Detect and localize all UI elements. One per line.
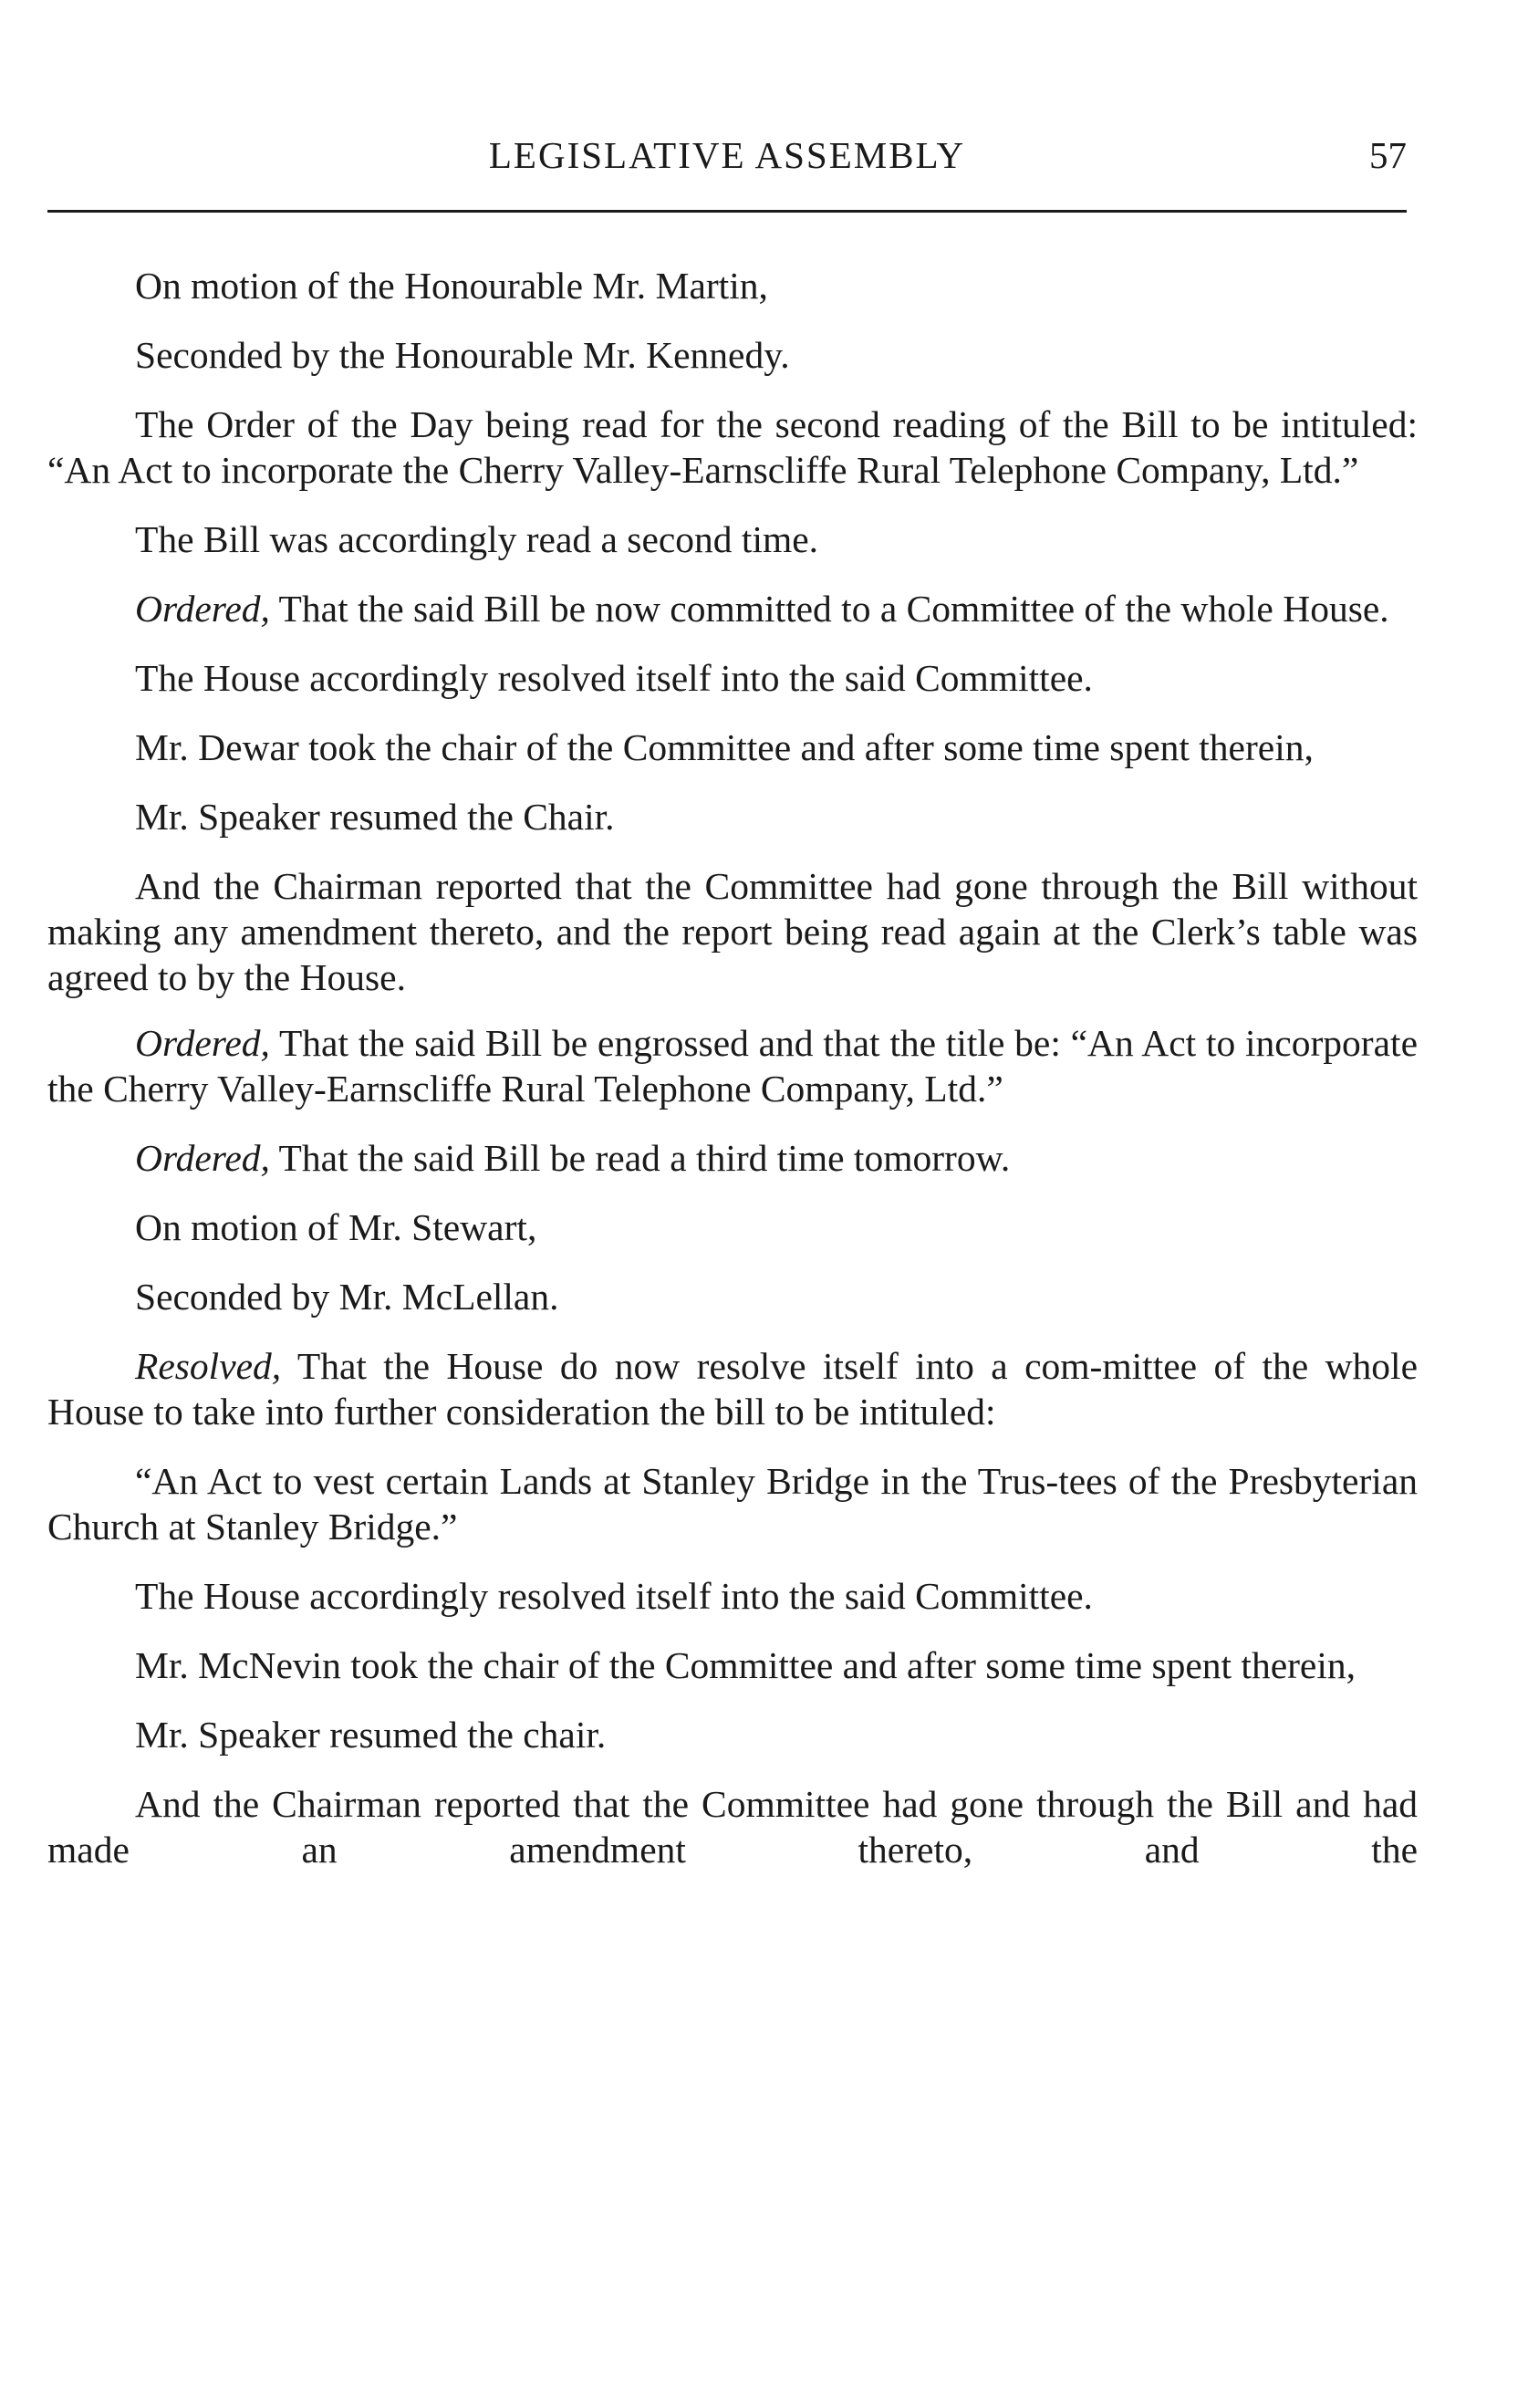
paragraph <box>47 863 1418 1000</box>
paragraph-text: And the Chairman reported that the Committee had gone through the Bill without making any amendment thereto, and the report being read again at the Clerk’s table was agreed to by the House. <box>47 865 1418 998</box>
paragraph <box>47 516 1418 562</box>
paragraph <box>47 1642 1418 1688</box>
paragraph <box>47 794 1418 839</box>
paragraph-text: “An Act to vest certain Lands at Stanley Bridge in the Trus-tees of the Presbyterian Church at Stanley Bridge.” <box>47 1460 1418 1548</box>
paragraph-text: Mr. Speaker resumed the chair. <box>135 1714 607 1756</box>
paragraph <box>47 332 1418 378</box>
paragraph-text: That the said Bill be read a third time tomorrow. <box>278 1137 1011 1179</box>
paragraph-lead: Ordered, <box>135 1137 270 1179</box>
running-title: LEGISLATIVE ASSEMBLY <box>488 134 966 176</box>
paragraph <box>47 401 1418 493</box>
paragraph-lead: Ordered, <box>135 1022 270 1064</box>
paragraph <box>47 586 1418 631</box>
paragraph <box>47 1204 1418 1250</box>
paragraph-text: That the House do now resolve itself into a com-mittee of the whole House to take into further consideration the bill to be intituled: <box>47 1345 1418 1433</box>
body-text <box>47 263 1418 1896</box>
paragraph <box>47 263 1418 308</box>
paragraph-text: And the Chairman reported that the Committee had gone through the Bill and had made an amendment thereto, and the <box>47 1783 1418 1871</box>
paragraph <box>47 1020 1418 1111</box>
paragraph-text: Seconded by Mr. McLellan. <box>135 1276 559 1318</box>
paragraph-text: Seconded by the Honourable Mr. Kennedy. <box>135 334 790 376</box>
paragraph-text: The Order of the Day being read for the second reading of the Bill to be intituled: “An Act to incorporate the Cherry Valley-Earnscliffe Rural Telephone Company, Ltd.” <box>47 403 1418 491</box>
paragraph <box>47 1573 1418 1619</box>
paragraph-text: The Bill was accordingly read a second time. <box>135 518 819 560</box>
paragraph-lead: Ordered, <box>135 588 270 630</box>
paragraph-text: Mr. Dewar took the chair of the Committee and after some time spent therein, <box>135 726 1314 768</box>
page-number: 57 <box>1369 134 1407 176</box>
header-rule <box>47 210 1407 213</box>
paragraph-text: That the said Bill be engrossed and that the title be: “An Act to incorporate the Cherry Valley-Earnscliffe Rural Telephone Company, Ltd.” <box>47 1022 1418 1110</box>
paragraph <box>47 724 1418 770</box>
paragraph <box>47 1343 1418 1434</box>
paragraph-text: Mr. Speaker resumed the Chair. <box>135 796 615 838</box>
paragraph <box>47 1135 1418 1181</box>
paragraph-text: Mr. McNevin took the chair of the Committee and after some time spent therein, <box>135 1644 1356 1686</box>
paragraph <box>47 655 1418 701</box>
paragraph-text: The House accordingly resolved itself into the said Committee. <box>135 657 1093 699</box>
paragraph-lead: Resolved, <box>135 1345 282 1387</box>
paragraph-text: That the said Bill be now committed to a Committee of the whole House. <box>278 588 1389 630</box>
paragraph-text: The House accordingly resolved itself into the said Committee. <box>135 1575 1093 1617</box>
paragraph-text: On motion of the Honourable Mr. Martin, <box>135 265 768 307</box>
paragraph <box>47 1712 1418 1757</box>
running-head <box>47 128 1407 182</box>
paragraph-text: On motion of Mr. Stewart, <box>135 1206 537 1248</box>
paragraph <box>47 1781 1418 1872</box>
paragraph <box>47 1274 1418 1319</box>
paragraph <box>47 1458 1418 1549</box>
